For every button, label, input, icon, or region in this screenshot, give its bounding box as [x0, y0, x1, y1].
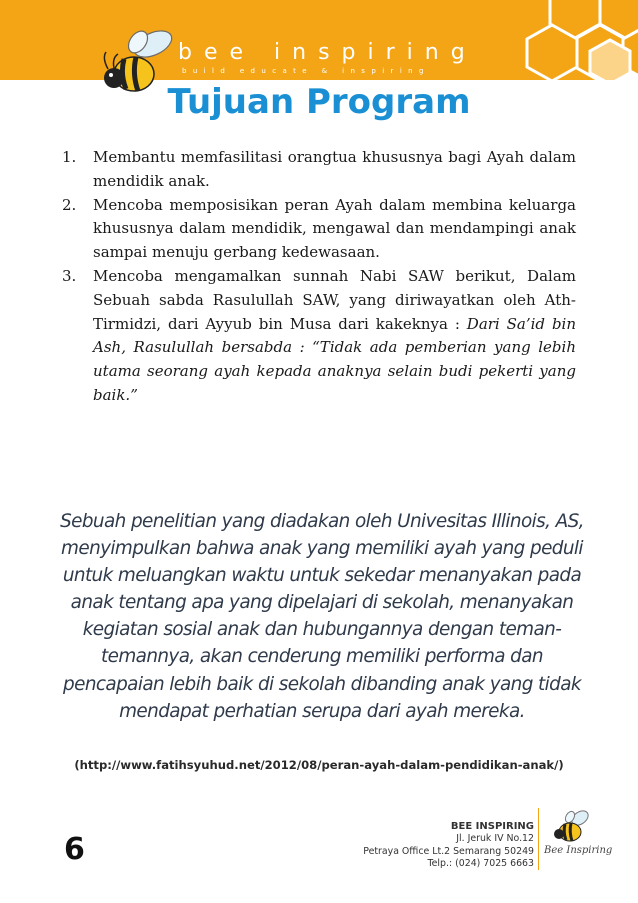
goal-text: Membantu memfasilitasi orangtua khususnya bagi Ayah dalam mendidik anak. — [93, 148, 576, 190]
goal-number: 2. — [62, 195, 77, 214]
goal-text: Mencoba mengamalkan sunnah Nabi SAW berikut, Dalam Sebuah sabda Rasulullah SAW, yang diriwayatkan oleh Ath-Tirmidzi, dari Ayyub bin Musa dari kakeknya : — [93, 266, 576, 333]
page-title: Tujuan Program — [167, 82, 471, 122]
goal-text: Mencoba memposisikan peran Ayah dalam membina keluarga khususnya dalam mendidik, mengawal dan mendampingi anak sampai menuju gerbang kedewasaan. — [93, 195, 576, 262]
goal-number: 1. — [62, 148, 77, 166]
quote-source-link: (http://www.fatihsyuhud.net/2012/08/peran-ayah-dalam-pendidikan-anak/) — [74, 758, 564, 772]
footer-contact — [363, 821, 534, 870]
footer-address-line: Jl. Jeruk IV No.12 — [456, 833, 534, 845]
goal-number: 3. — [62, 266, 77, 285]
goal-item — [62, 194, 576, 265]
goal-item — [62, 146, 576, 194]
brand-tagline: build educate & inspiring — [182, 67, 430, 75]
footer-logo-text: Bee Inspiring — [544, 845, 613, 856]
goal-item — [62, 265, 576, 408]
research-quote: Sebuah penelitian yang diadakan oleh Univesitas Illinois, AS, menyimpulkan bahwa anak yang memiliki ayah yang peduli untuk meluangkan waktu untuk sekedar menanyakan pada anak tentang apa yang dipelajari di sekolah, menanyakan kegiatan sosial anak dan hubungannya dengan teman-temannya, akan cenderung memiliki performa dan pencapaian lebih baik di sekolah dibanding anak yang tidak mendapat perhatian serupa dari ayah mereka. — [60, 511, 584, 722]
page-number: 6 — [64, 832, 85, 867]
hadith-quote: Dari Sa’id bin Ash, Rasulullah bersabda : “Tidak ada pemberian yang lebih utama seorang ayah kepada anaknya selain budi pekerti yang baik.” — [93, 314, 577, 404]
brand-name: bee inspiring — [178, 40, 477, 65]
bee-icon — [540, 808, 612, 870]
footer-company: BEE INSPIRING — [450, 821, 534, 832]
footer-divider — [538, 808, 539, 870]
goals-list — [62, 146, 576, 408]
footer-phone: Telp.: (024) 7025 6663 — [427, 857, 534, 869]
footer-address-line: Petraya Office Lt.2 Semarang 50249 — [363, 845, 534, 857]
